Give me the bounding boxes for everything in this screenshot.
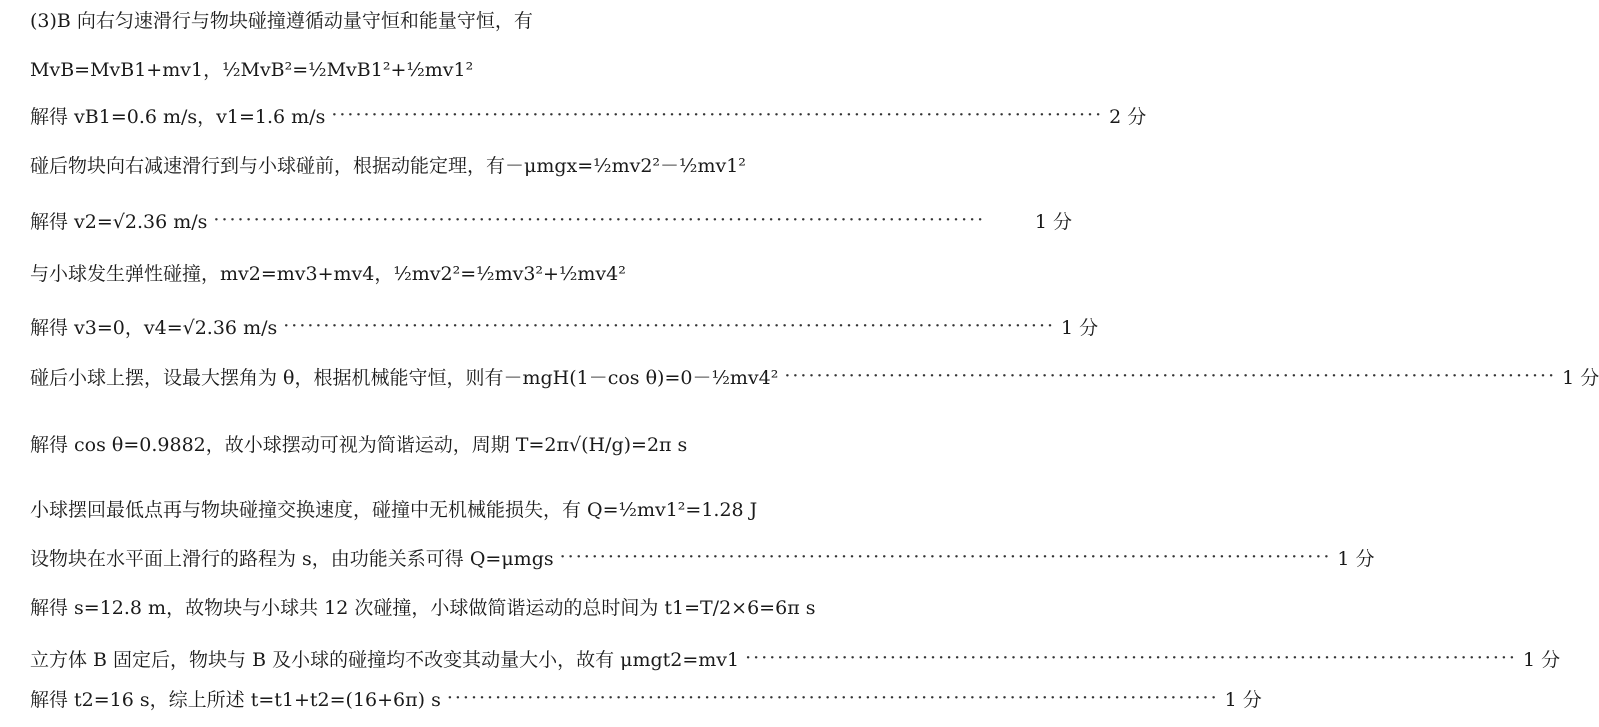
line-text: 解得 cos θ=0.9882，故小球摆动可视为简谐运动，周期 T=2π√(H/g)=2π s [30,433,688,456]
solution-line [30,312,1099,340]
line-text: 解得 v2=√2.36 m/s [30,210,208,233]
dot-leader: ································································································ [784,365,1557,387]
dot-leader: ································································································ [446,687,1219,709]
dot-leader: ································································································ [745,647,1517,669]
solution-line [30,543,1375,571]
dot-leader: ································································································ [213,209,986,231]
line-text: 小球摆回最低点再与物块碰撞交换速度，碰撞中无机械能损失，有 Q=½mv1²=1.28 J [30,498,758,521]
solution-line [30,416,1072,470]
score-label: 1 分 [1337,547,1375,570]
line-text: (3)B 向右匀速滑行与物块碰撞遵循动量守恒和能量守恒，有 [30,9,533,32]
score-label: 1 分 [1522,648,1561,671]
score-label: 2 分 [1109,105,1147,128]
solution-line [30,206,1072,234]
score-label: 1 分 [1562,366,1599,389]
line-text: 立方体 B 固定后，物块与 B 及小球的碰撞均不改变其动量大小，故有 μmgt2=mv1 [30,648,740,671]
line-text: 解得 v3=0，v4=√2.36 m/s [30,316,278,339]
score-label: 1 分 [1034,210,1072,233]
line-text: 与小球发生弹性碰撞，mv2=mv3+mv4，½mv2²=½mv3²+½mv4² [30,262,626,285]
line-text: 解得 s=12.8 m，故物块与小球共 12 次碰撞，小球做简谐运动的总时间为 t1=T/2×6=6π s [30,596,816,619]
solution-line [30,352,1599,400]
line-text: 解得 t2=16 s，综上所述 t=t1+t2=(16+6π) s [30,688,441,711]
solution-line [30,140,1072,188]
solution-line [30,644,1561,672]
dot-leader: ································································································ [559,546,1332,568]
solution-line [30,582,1072,630]
line-text: 碰后物块向右减速滑行到与小球碰前，根据动能定理，有－μmgx=½mv2²－½mv1² [30,154,746,177]
score-label: 1 分 [1061,316,1099,339]
line-text: MvB=MvB1+mv1，½MvB²=½MvB1²+½mv1² [30,58,474,81]
score-label: 1 分 [1224,688,1262,711]
solution-line [30,248,1072,296]
solution-line [30,44,1072,92]
line-text: 碰后小球上摆，设最大摆角为 θ，根据机械能守恒，则有－mgH(1－cos θ)=0－½mv4² [30,366,779,389]
line-text: 解得 vB1=0.6 m/s，v1=1.6 m/s [30,105,326,128]
solution-line [30,102,1147,128]
dot-leader: ································································································ [283,315,1056,337]
solution-line [30,484,1072,532]
line-text: 设物块在水平面上滑行的路程为 s，由功能关系可得 Q=μmgs [30,547,554,570]
dot-leader: ································································································ [331,104,1104,126]
solution-line [30,6,1072,32]
solution-line [30,684,1262,712]
